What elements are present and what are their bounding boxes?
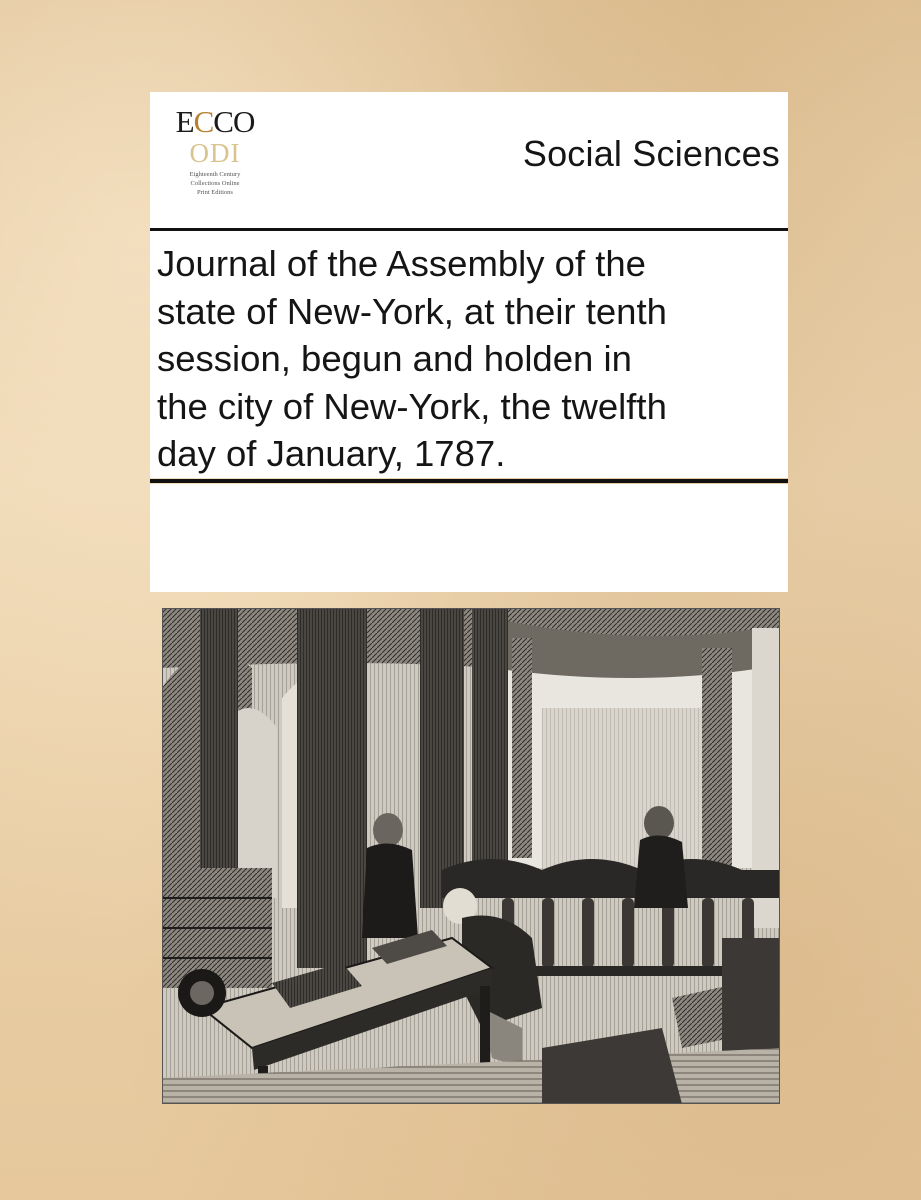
ecco-logo-mark: ECCO	[175, 104, 255, 139]
ecco-logo-line: Collections Online	[190, 180, 240, 187]
ecco-logo-line: Eighteenth Century	[189, 171, 241, 178]
book-title-line: session, begun and holden in	[157, 338, 632, 379]
book-title-line: the city of New-York, the twelfth	[157, 385, 667, 427]
ecco-logo-shadow: ODI	[189, 138, 241, 168]
ecco-logo	[165, 104, 265, 216]
ecco-logo-caption	[165, 170, 265, 197]
book-title-line: Journal of the Assembly of the	[157, 243, 646, 284]
book-title-line: day of January, 1787.	[157, 433, 506, 474]
title-divider	[150, 479, 788, 483]
book-title-line: state of New-York, at their tenth	[157, 290, 667, 332]
ecco-logo-line: Print Editions	[197, 189, 233, 196]
category-label: Social Sciences	[522, 133, 780, 174]
book-title	[157, 240, 787, 478]
library-engraving-image	[162, 608, 780, 1104]
blank-panel	[150, 484, 788, 592]
